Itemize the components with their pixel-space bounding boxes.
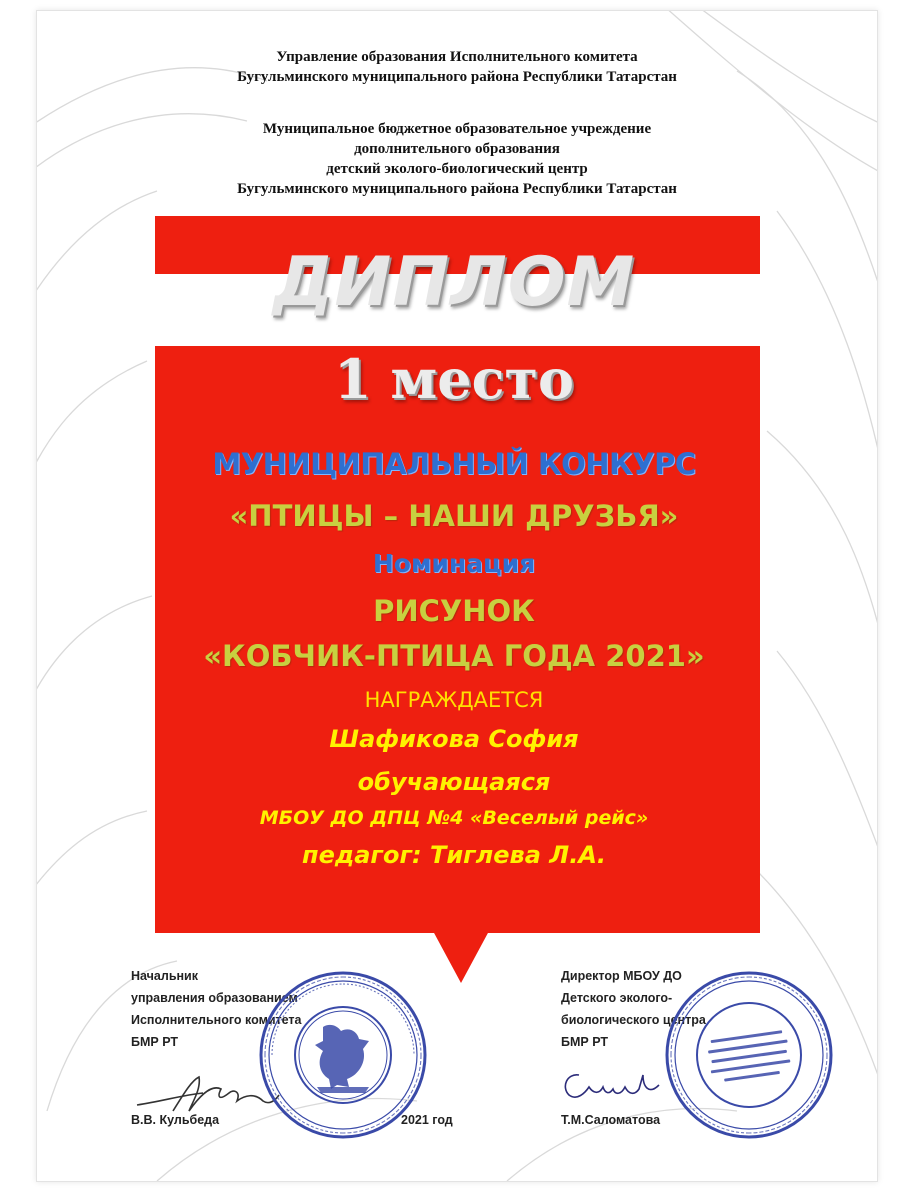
authority-line-1: Управление образования Исполнительного комитета	[276, 49, 638, 65]
teacher-name: педагог: Тиглева Л.А.	[301, 841, 607, 869]
contest-type: МУНИЦИПАЛЬНЫЙ КОНКУРС	[212, 447, 696, 481]
right-signatory-name: Т.М.Саломатова	[561, 1113, 661, 1127]
winner-name: Шафикова София	[329, 725, 579, 753]
left-signatory-name: В.В. Кульбеда	[131, 1113, 220, 1127]
contest-name: «ПТИЦЫ – НАШИ ДРУЗЬЯ»	[229, 499, 679, 533]
right-official-seal-icon	[659, 969, 839, 1141]
institution-line-1: Муниципальное бюджетное образовательное учреждение	[262, 121, 652, 137]
place-label: 1 место	[334, 347, 574, 411]
right-handwritten-signature	[559, 1065, 669, 1107]
left-signatory-line-3: Исполнительного комитета	[131, 1013, 302, 1027]
institution-header	[37, 119, 877, 199]
authority-line-2: Бугульминского муниципального района Республики Татарстан	[237, 69, 677, 85]
left-official-seal-icon	[257, 969, 429, 1141]
callout-pointer	[433, 931, 489, 983]
diploma-title: ДИПЛОМ	[272, 243, 636, 322]
nomination-value: РИСУНОК	[373, 594, 535, 628]
left-signatory-line-1: Начальник	[131, 969, 198, 983]
right-signatory-line-3: биологического центра	[561, 1013, 706, 1027]
right-signatory-line-4: БМР РТ	[561, 1035, 609, 1049]
right-signatory-line-2: Детского эколого-	[561, 991, 673, 1005]
right-signatory-line-1: Директор МБОУ ДО	[561, 969, 682, 983]
authority-header	[37, 47, 877, 87]
left-signatory-line-4: БМР РТ	[131, 1035, 179, 1049]
institution-line-4: Бугульминского муниципального района Республики Татарстан	[237, 181, 677, 197]
winner-school: МБОУ ДО ДПЦ №4 «Веселый рейс»	[259, 807, 649, 829]
work-title: «КОБЧИК-ПТИЦА ГОДА 2021»	[203, 639, 705, 673]
diploma-page	[36, 10, 878, 1182]
nomination-label: Номинация	[372, 549, 536, 578]
awarded-label: НАГРАЖДАЕТСЯ	[364, 688, 544, 712]
institution-line-3: детский эколого-биологический центр	[326, 161, 588, 177]
winner-role: обучающаяся	[357, 768, 551, 796]
document-year: 2021 год	[401, 1113, 453, 1127]
left-signatory-line-2: управления образованием	[131, 991, 298, 1005]
institution-line-2: дополнительного образования	[354, 141, 560, 157]
